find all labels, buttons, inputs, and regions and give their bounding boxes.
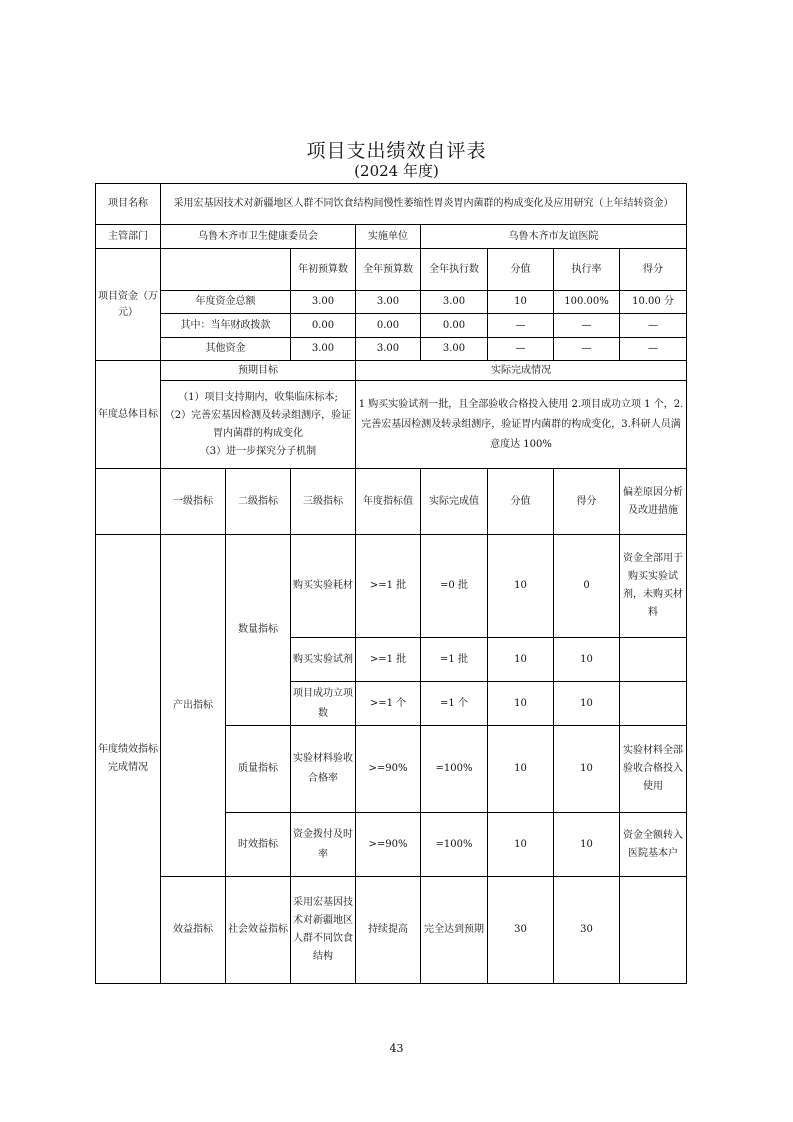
got-value: 10 bbox=[554, 813, 620, 877]
indicators-section-label: 年度绩效指标完成情况 bbox=[96, 535, 161, 984]
actual-value: =1 个 bbox=[421, 682, 488, 726]
got-value: 10 bbox=[554, 682, 620, 726]
funds-header-row bbox=[96, 249, 687, 291]
deviation-note bbox=[620, 682, 687, 726]
funds-cell: — bbox=[620, 314, 687, 338]
got-value: 10 bbox=[554, 638, 620, 682]
level1-benefit: 效益指标 bbox=[161, 877, 226, 984]
funds-cell: — bbox=[488, 314, 554, 338]
level3-name: 项目成功立项数 bbox=[291, 682, 356, 726]
funds-cell: 10 bbox=[488, 291, 554, 314]
score-value: 10 bbox=[488, 813, 554, 877]
level3-name: 购买实验耗材 bbox=[291, 535, 356, 638]
indicator-header-cell: 二级指标 bbox=[226, 469, 291, 535]
score-value: 10 bbox=[488, 726, 554, 813]
level3-name: 实验材料验收合格率 bbox=[291, 726, 356, 813]
page-title: 项目支出绩效自评表 bbox=[306, 140, 487, 162]
funds-cell: 3.00 bbox=[291, 338, 356, 361]
funds-cell: — bbox=[488, 338, 554, 361]
funds-header-cell: 全年预算数 bbox=[356, 249, 421, 291]
self-evaluation-table bbox=[95, 183, 687, 984]
funds-cell: — bbox=[554, 338, 620, 361]
score-value: 10 bbox=[488, 638, 554, 682]
level2-quality: 质量指标 bbox=[226, 726, 291, 813]
annual-goal-label: 年度总体目标 bbox=[96, 361, 161, 469]
funds-cell: 10.00 分 bbox=[620, 291, 687, 314]
deviation-note: 实验材料全部验收合格投入使用 bbox=[620, 726, 687, 813]
funds-cell: 0.00 bbox=[291, 314, 356, 338]
annual-goal-header-row bbox=[96, 361, 687, 381]
funds-cell: 0.00 bbox=[421, 314, 488, 338]
funds-row-name: 其中：当年财政拨款 bbox=[161, 314, 291, 338]
level2-social: 社会效益指标 bbox=[226, 877, 291, 984]
level3-name: 资金拨付及时率 bbox=[291, 813, 356, 877]
actual-completion-header: 实际完成情况 bbox=[356, 361, 687, 381]
funds-cell: 0.00 bbox=[356, 314, 421, 338]
indicator-header-cell: 得分 bbox=[554, 469, 620, 535]
indicator-header-cell: 一级指标 bbox=[161, 469, 226, 535]
deviation-note bbox=[620, 877, 687, 984]
funds-cell: 3.00 bbox=[421, 338, 488, 361]
funds-cell: — bbox=[620, 338, 687, 361]
level3-name: 购买实验试剂 bbox=[291, 638, 356, 682]
actual-completion-content: 1 购买实验试剂一批，且全部验收合格投入使用 2.项目成功立项 1 个，2.完善宏基因检测及转录组测序，验证胃内菌群的构成变化，3.科研人员满意度达 100% bbox=[356, 381, 687, 469]
funds-header-cell: 得分 bbox=[620, 249, 687, 291]
indicator-header-row bbox=[96, 469, 687, 535]
score-value: 30 bbox=[488, 877, 554, 984]
expected-goal-item: （1）项目支持期内，收集临床标本; bbox=[178, 391, 338, 403]
level2-timeliness: 时效指标 bbox=[226, 813, 291, 877]
funds-row bbox=[96, 314, 687, 338]
target-value: >=1 个 bbox=[356, 682, 421, 726]
indicator-header-cell: 实际完成值 bbox=[421, 469, 488, 535]
funds-row-name: 其他资金 bbox=[161, 338, 291, 361]
funds-header-cell: 全年执行数 bbox=[421, 249, 488, 291]
page-subtitle: (2024 年度) bbox=[354, 162, 439, 180]
impl-unit-value: 乌鲁木齐市友谊医院 bbox=[421, 225, 687, 249]
funds-cell: 3.00 bbox=[356, 338, 421, 361]
funds-cell: 3.00 bbox=[421, 291, 488, 314]
deviation-note: 资金全额转入医院基本户 bbox=[620, 813, 687, 877]
funds-cell: — bbox=[554, 314, 620, 338]
got-value: 30 bbox=[554, 877, 620, 984]
funds-header-cell: 分值 bbox=[488, 249, 554, 291]
impl-unit-label: 实施单位 bbox=[356, 225, 421, 249]
indicator-header-blank bbox=[96, 469, 161, 535]
funds-cell: 3.00 bbox=[291, 291, 356, 314]
target-value: >=90% bbox=[356, 726, 421, 813]
level2-quantity: 数量指标 bbox=[226, 535, 291, 726]
indicator-row bbox=[96, 877, 687, 984]
indicator-header-cell: 分值 bbox=[488, 469, 554, 535]
funds-header-cell: 年初预算数 bbox=[291, 249, 356, 291]
project-name-row bbox=[96, 184, 687, 225]
indicator-row bbox=[96, 535, 687, 638]
expected-goal-header: 预期目标 bbox=[161, 361, 356, 381]
got-value: 0 bbox=[554, 535, 620, 638]
funds-header-cell: 执行率 bbox=[554, 249, 620, 291]
deviation-note: 资金全部用于购买实验试剂，未购买材料 bbox=[620, 535, 687, 638]
project-name-label: 项目名称 bbox=[96, 184, 161, 225]
project-name-value: 采用宏基因技术对新疆地区人群不同饮食结构间慢性萎缩性胃炎胃内菌群的构成变化及应用研究（上年结转资金） bbox=[161, 184, 687, 225]
level1-output: 产出指标 bbox=[161, 535, 226, 877]
target-value: >=90% bbox=[356, 813, 421, 877]
expected-goal-item: （3）进一步探究分子机制 bbox=[199, 445, 317, 457]
level3-name: 采用宏基因技术对新疆地区人群不同饮食结构 bbox=[291, 877, 356, 984]
funds-row-name: 年度资金总额 bbox=[161, 291, 291, 314]
actual-value: =100% bbox=[421, 813, 488, 877]
department-label: 主管部门 bbox=[96, 225, 161, 249]
expected-goal-content bbox=[161, 381, 356, 469]
actual-value: =0 批 bbox=[421, 535, 488, 638]
funds-row bbox=[96, 338, 687, 361]
funds-row bbox=[96, 291, 687, 314]
expected-goal-item: （2）完善宏基因检测及转录组测序，验证胃内菌群的构成变化 bbox=[164, 409, 352, 439]
funds-header-blank bbox=[161, 249, 291, 291]
actual-value: =100% bbox=[421, 726, 488, 813]
target-value: >=1 批 bbox=[356, 638, 421, 682]
funds-label: 项目资金（万元） bbox=[96, 249, 161, 361]
target-value: 持续提高 bbox=[356, 877, 421, 984]
target-value: >=1 批 bbox=[356, 535, 421, 638]
indicator-header-cell: 年度指标值 bbox=[356, 469, 421, 535]
actual-value: 完全达到预期 bbox=[421, 877, 488, 984]
funds-cell: 100.00% bbox=[554, 291, 620, 314]
score-value: 10 bbox=[488, 535, 554, 638]
indicator-header-cell: 三级指标 bbox=[291, 469, 356, 535]
score-value: 10 bbox=[488, 682, 554, 726]
deviation-note bbox=[620, 638, 687, 682]
annual-goal-content-row bbox=[96, 381, 687, 469]
funds-cell: 3.00 bbox=[356, 291, 421, 314]
department-value: 乌鲁木齐市卫生健康委员会 bbox=[161, 225, 356, 249]
actual-value: =1 批 bbox=[421, 638, 488, 682]
page-number: 43 bbox=[389, 1042, 404, 1055]
department-row bbox=[96, 225, 687, 249]
indicator-header-cell: 偏差原因分析及改进措施 bbox=[620, 469, 687, 535]
got-value: 10 bbox=[554, 726, 620, 813]
